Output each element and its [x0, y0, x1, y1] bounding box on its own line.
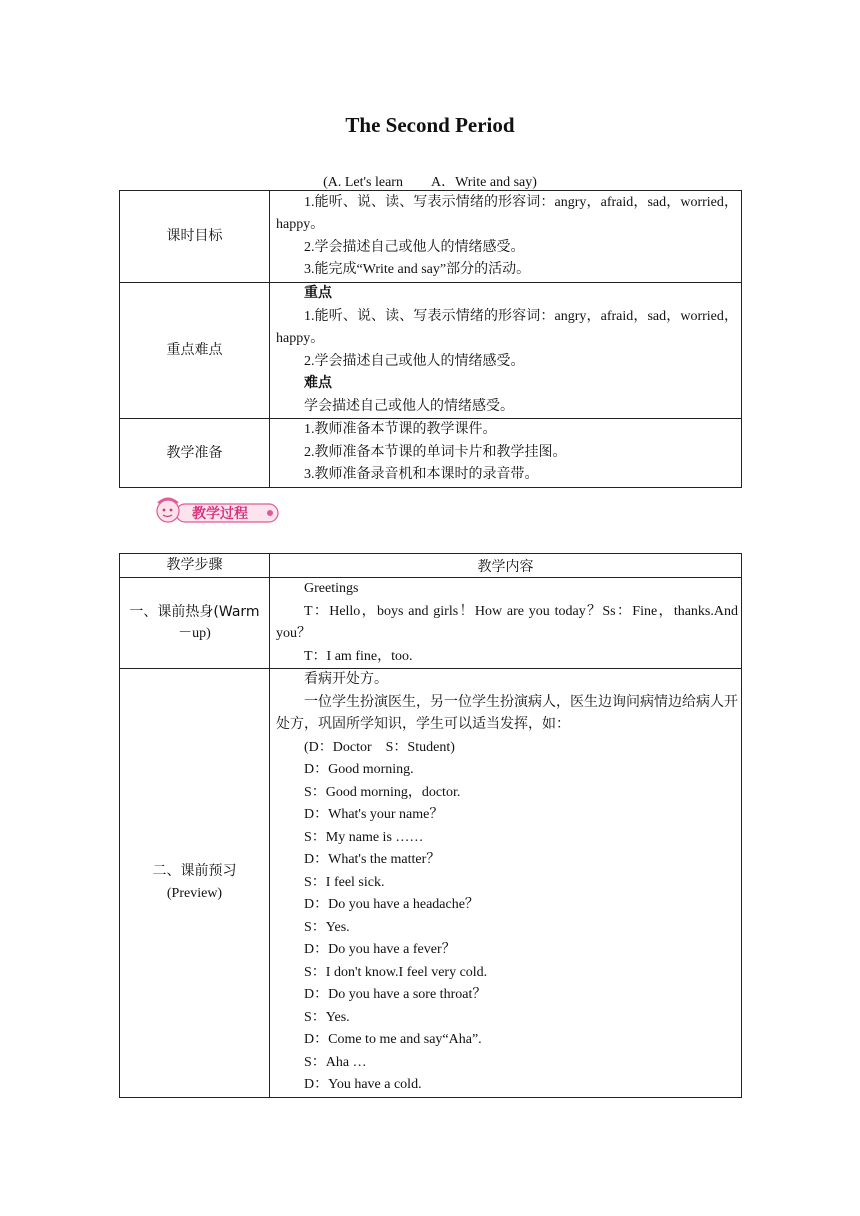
preparation-content — [270, 419, 742, 488]
key-points-content — [270, 283, 742, 419]
warmup-line: T：I am fine，too. — [304, 648, 413, 664]
table-header-row — [120, 554, 742, 578]
overview-table — [119, 190, 742, 488]
preview-line: D：Come to me and say“Aha”. — [304, 1032, 482, 1047]
page-title: The Second Period — [345, 113, 515, 137]
preview-line: D：Do you have a fever？ — [304, 942, 456, 957]
table-row — [120, 578, 742, 669]
preview-line: (D：Doctor S：Student) — [304, 739, 455, 755]
process-table — [119, 553, 742, 1098]
warmup-line: T：Hello，boys and girls！How are you today？Ss：Fine，thanks.And you？ — [276, 603, 738, 641]
preview-line: D：Do you have a sore throat？ — [304, 987, 487, 1002]
preview-line: D：What's the matter？ — [304, 852, 441, 867]
header-content: 教学内容 — [270, 554, 742, 578]
row-label-objectives: 课时目标 — [120, 191, 270, 283]
preview-label-cn: 二、课前预习 — [152, 863, 237, 880]
header-steps: 教学步骤 — [120, 554, 270, 578]
warmup-content — [270, 578, 742, 669]
preview-line: S：Good morning，doctor. — [304, 784, 461, 800]
page-subtitle: (A. Let's learn A．Write and say) — [323, 175, 537, 190]
preview-content — [270, 669, 742, 1098]
preview-line: S：Yes. — [304, 919, 350, 935]
preparation-line: 1.教师准备本节课的教学课件。 — [304, 422, 497, 437]
key-line: 2.学会描述自己或他人的情绪感受。 — [304, 353, 525, 369]
preview-line: S：Aha … — [304, 1054, 367, 1070]
table-row — [120, 669, 742, 1098]
preview-line: 看病开处方。 — [304, 672, 388, 687]
key-line: 1.能听、说、读、写表示情绪的形容词：angry，afraid，sad，worried，happy。 — [276, 308, 738, 346]
step-label-warmup — [120, 578, 270, 669]
preview-line: S：I don't know.I feel very cold. — [304, 964, 488, 980]
preview-line: 一位学生扮演医生，另一位学生扮演病人，医生边询问病情边给病人开处方，巩固所学知识，学生可以适当发挥，如： — [276, 694, 738, 732]
warmup-label-en: －up) — [178, 626, 211, 641]
objective-line: 2.学会描述自己或他人的情绪感受。 — [304, 239, 525, 255]
objectives-content — [270, 191, 742, 283]
preparation-line: 3.教师准备录音机和本课时的录音带。 — [304, 467, 539, 482]
objective-line: 1.能听、说、读、写表示情绪的形容词：angry，afraid，sad，worried，happy。 — [276, 194, 738, 232]
flower-icon — [267, 510, 273, 516]
preview-line: D：Do you have a headache？ — [304, 897, 479, 912]
preparation-line: 2.教师准备本节课的单词卡片和教学挂图。 — [304, 444, 567, 460]
row-label-preparation: 教学准备 — [120, 419, 270, 488]
preview-label-en: (Preview) — [166, 885, 223, 901]
preview-line: D：You have a cold. — [304, 1077, 422, 1092]
preview-line: S：My name is …… — [304, 829, 424, 845]
preview-line: D：What's your name？ — [304, 807, 444, 822]
badge-label: 教学过程 — [192, 506, 248, 522]
row-label-key-points: 重点难点 — [120, 283, 270, 419]
preview-line: S：Yes. — [304, 1009, 350, 1025]
warmup-label-cn: 一、课前热身(Warm — [129, 603, 260, 620]
table-row — [120, 191, 742, 283]
preview-line: S：I feel sick. — [304, 874, 385, 890]
step-label-preview — [120, 669, 270, 1098]
table-row — [120, 283, 742, 419]
difficulty-line: 学会描述自己或他人的情绪感受。 — [304, 398, 514, 414]
teaching-process-badge — [154, 495, 280, 527]
table-row — [120, 419, 742, 488]
key-heading: 重点 — [304, 286, 332, 301]
difficulty-heading: 难点 — [304, 376, 332, 391]
preview-line: D：Good morning. — [304, 762, 414, 777]
warmup-line: Greetings — [304, 581, 359, 596]
girl-face-icon — [157, 500, 179, 522]
objective-line: 3.能完成“Write and say”部分的活动。 — [304, 262, 531, 277]
